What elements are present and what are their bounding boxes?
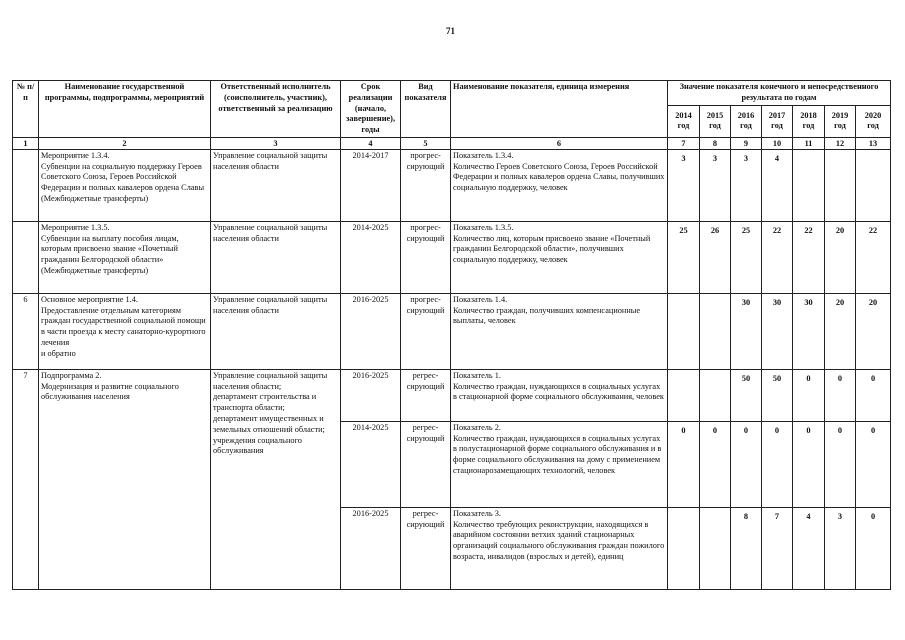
value-2014: 25 [668, 221, 700, 293]
indicator-name [451, 421, 668, 507]
measure-description: Субвенции на социальную поддержку Героев Советского Союза, Героев Российской Федерации и полных кавалеров ордена Славы [41, 161, 205, 193]
responsible-item: учреждения социального обслуживания [213, 435, 302, 456]
value-2016: 3 [731, 149, 762, 221]
indicator-description: Количество граждан, нуждающихся в социальных услугах в полустационарной форме социального обслуживания и в форме социального обслуживания на дому с применением стационарозамещающих технологий, человек [453, 433, 662, 476]
value-2020: 0 [856, 507, 891, 589]
subprogram-name [39, 369, 211, 589]
period: 2014-2025 [341, 221, 401, 293]
value-2015: 26 [700, 221, 731, 293]
value-2020: 0 [856, 421, 891, 507]
year-2014: 2014 год [668, 106, 700, 138]
value-2014 [668, 293, 700, 369]
table-row [13, 221, 891, 293]
value-2017: 50 [762, 369, 793, 421]
value-2017: 22 [762, 221, 793, 293]
value-2017: 30 [762, 293, 793, 369]
value-2015: 3 [700, 149, 731, 221]
header-indicator: Наименование показателя, единица измерения [451, 81, 668, 138]
indicator-name [451, 221, 668, 293]
responsible-item: Управление социальной защиты населения области; [213, 370, 328, 391]
page-number: 71 [446, 26, 455, 36]
column-number: 11 [793, 137, 825, 149]
responsible-executor: Управление социальной защиты населения области [211, 293, 341, 369]
value-2017: 4 [762, 149, 793, 221]
column-number: 9 [731, 137, 762, 149]
header-period: Срок реализации (начало, завершение), годы [341, 81, 401, 138]
value-2016: 30 [731, 293, 762, 369]
value-2016: 8 [731, 507, 762, 589]
column-number: 5 [401, 137, 451, 149]
year-2019: 2019 год [825, 106, 856, 138]
indicator-description: Количество требующих реконструкции, находящихся в аварийном состоянии ветхих зданий стационарных организаций социального обслуживания граждан пожилого возраста, инвалидов (взрослых и детей), единиц [453, 519, 665, 562]
measure-name [39, 221, 211, 293]
program-indicators-table [12, 80, 891, 590]
value-2014: 3 [668, 149, 700, 221]
measure-title: Основное мероприятие 1.4. [41, 294, 138, 304]
responsible-item: департамент имущественных и земельных отношений области; [213, 414, 325, 434]
value-2015 [700, 369, 731, 421]
measure-title: Мероприятие 1.3.5. [41, 222, 110, 232]
year-2016: 2016 год [731, 106, 762, 138]
row-num [13, 149, 39, 221]
column-number: 12 [825, 137, 856, 149]
indicator-type: прогрес-сирующий [401, 149, 451, 221]
value-2017: 7 [762, 507, 793, 589]
indicator-description: Количество Героев Советского Союза, Героев Российской Федерации и полных кавалеров ордена Славы, получивших социальную поддержку, человек [453, 161, 665, 193]
period: 2014-2025 [341, 421, 401, 507]
responsible-executor: Управление социальной защиты населения области [211, 149, 341, 221]
value-2014 [668, 507, 700, 589]
value-2016: 25 [731, 221, 762, 293]
indicator-title: Показатель 1. [453, 370, 502, 380]
value-2018: 4 [793, 507, 825, 589]
value-2020: 20 [856, 293, 891, 369]
period: 2016-2025 [341, 293, 401, 369]
value-2019 [825, 149, 856, 221]
indicator-description: Количество граждан, нуждающихся в социальных услугах в стационарной форме социального обслуживания, человек [453, 381, 664, 402]
year-2015: 2015 год [700, 106, 731, 138]
value-2016: 0 [731, 421, 762, 507]
value-2018: 0 [793, 421, 825, 507]
column-number: 8 [700, 137, 731, 149]
column-number: 1 [13, 137, 39, 149]
column-numbers-row [13, 137, 891, 149]
value-2020 [856, 149, 891, 221]
indicator-type: регрес-сирующий [401, 369, 451, 421]
column-number: 13 [856, 137, 891, 149]
indicator-type: регрес-сирующий [401, 507, 451, 589]
column-number: 3 [211, 137, 341, 149]
header-name: Наименование государственной программы, подпрограммы, мероприятий [39, 81, 211, 138]
value-2020: 0 [856, 369, 891, 421]
column-number: 6 [451, 137, 668, 149]
indicator-title: Показатель 1.3.4. [453, 150, 514, 160]
indicator-description: Количество граждан, получивших компенсационные выплаты, человек [453, 305, 641, 326]
row-num [13, 221, 39, 293]
measure-title: Мероприятие 1.3.4. [41, 150, 110, 160]
column-number: 2 [39, 137, 211, 149]
row-num: 7 [13, 369, 39, 589]
indicator-type: регрес-сирующий [401, 421, 451, 507]
responsible-item: департамент строительства и транспорта области; [213, 392, 317, 413]
value-2019: 20 [825, 293, 856, 369]
measure-note: (Межбюджетные трансферты) [41, 194, 149, 204]
value-2018: 0 [793, 369, 825, 421]
header-responsible: Ответственный исполнитель (соисполнитель, участник), ответственный за реализацию [211, 81, 341, 138]
value-2018 [793, 149, 825, 221]
value-2017: 0 [762, 421, 793, 507]
measure-description: Предоставление отдельным категориям граждан государственной социальной помощи в части проезда к месту санаторно-курортного лечения [41, 305, 206, 348]
column-number: 7 [668, 137, 700, 149]
value-2019: 0 [825, 421, 856, 507]
indicator-name [451, 369, 668, 421]
period: 2016-2025 [341, 369, 401, 421]
year-2017: 2017 год [762, 106, 793, 138]
row-num: 6 [13, 293, 39, 369]
column-number: 10 [762, 137, 793, 149]
measure-note: и обратно [41, 348, 76, 358]
table-row [13, 149, 891, 221]
subprogram-title: Подпрограмма 2. [41, 370, 102, 380]
table-row [13, 293, 891, 369]
header-values-title: Значение показателя конечного и непосредственного результата по годам [668, 81, 891, 106]
indicator-title: Показатель 2. [453, 422, 502, 432]
indicator-name [451, 293, 668, 369]
header-row [13, 81, 891, 106]
value-2019: 20 [825, 221, 856, 293]
value-2019: 0 [825, 369, 856, 421]
responsible-executor [211, 369, 341, 589]
responsible-executor: Управление социальной защиты населения области [211, 221, 341, 293]
table-row [13, 369, 891, 421]
value-2015 [700, 507, 731, 589]
value-2015 [700, 293, 731, 369]
year-2018: 2018 год [793, 106, 825, 138]
value-2014 [668, 369, 700, 421]
value-2018: 30 [793, 293, 825, 369]
indicator-description: Количество лиц, которым присвоено звание «Почетный гражданин Белгородской области», получивших социальную поддержку, человек [453, 233, 651, 265]
column-number: 4 [341, 137, 401, 149]
period: 2014-2017 [341, 149, 401, 221]
period: 2016-2025 [341, 507, 401, 589]
measure-description: Субвенции на выплату пособия лицам, которым присвоено звание «Почетный гражданин Белгородской области» [41, 233, 179, 265]
value-2016: 50 [731, 369, 762, 421]
value-2020: 22 [856, 221, 891, 293]
measure-note: (Межбюджетные трансферты) [41, 266, 149, 276]
value-2015: 0 [700, 421, 731, 507]
indicator-name [451, 507, 668, 589]
measure-name [39, 293, 211, 369]
value-2019: 3 [825, 507, 856, 589]
indicator-title: Показатель 1.4. [453, 294, 508, 304]
header-num: № п/п [13, 81, 39, 138]
indicator-title: Показатель 3. [453, 508, 502, 518]
year-2020: 2020 год [856, 106, 891, 138]
measure-name [39, 149, 211, 221]
subprogram-description: Модернизация и развитие социального обслуживания населения [41, 381, 179, 402]
value-2018: 22 [793, 221, 825, 293]
header-type: Вид показателя [401, 81, 451, 138]
indicator-type: прогрес-сирующий [401, 293, 451, 369]
value-2014: 0 [668, 421, 700, 507]
indicator-title: Показатель 1.3.5. [453, 222, 514, 232]
indicator-name [451, 149, 668, 221]
indicator-type: прогрес-сирующий [401, 221, 451, 293]
